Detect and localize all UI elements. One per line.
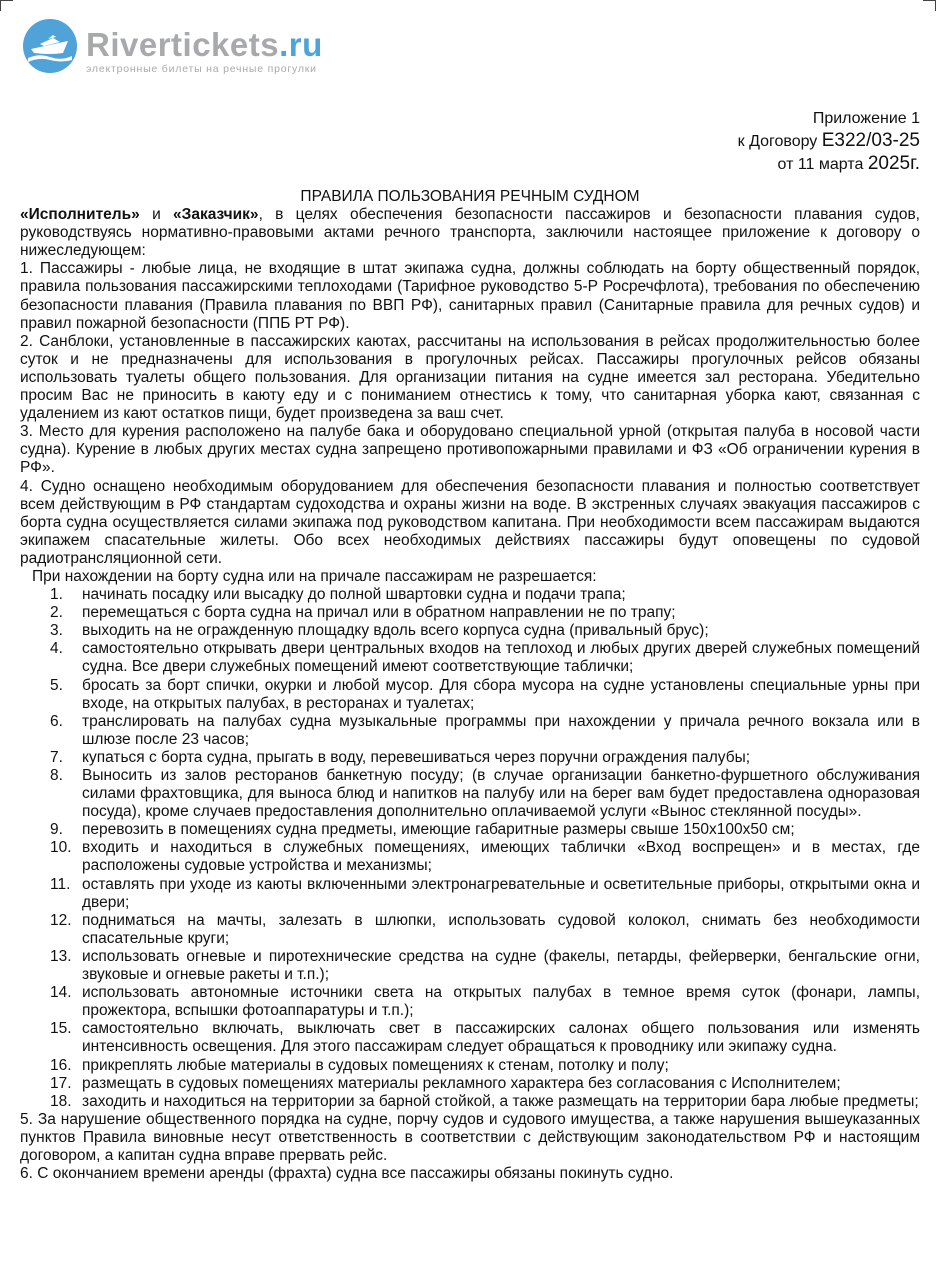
- date-line: от 11 марта 2025г.: [777, 153, 920, 174]
- list-item: [20, 640, 920, 676]
- contract-number: Е322/03-25: [821, 130, 920, 151]
- appendix-line: Приложение 1: [812, 110, 920, 127]
- list-item-number: 13.: [50, 947, 72, 965]
- list-item: [20, 604, 920, 622]
- list-item: [20, 749, 920, 767]
- prohibited-intro: При нахождении на борту судна или на причале пассажирам не разрешается:: [32, 567, 597, 585]
- list-item-text: прикреплять любые материалы в судовых помещениях к стенам, потолку и полу;: [82, 1056, 669, 1074]
- list-item-text: транслировать на палубах судна музыкальные программы при нахождении у причала речного вокзала или в шлюзе после 23 часов;: [82, 712, 920, 748]
- list-item-text: самостоятельно открывать двери центральных входов на теплоход и любых других дверей служебных помещений судна. Все двери служебных помещений имеют соответствующие таблички;: [82, 640, 920, 676]
- list-item: [20, 1057, 920, 1075]
- list-item-number: 11.: [50, 875, 71, 893]
- list-item-text: использовать автономные источники света на открытых палубах в темное время суток (фонари, лампы, прожектора, вспышки фотоаппаратуры и т.п.);: [82, 984, 920, 1020]
- rule-paragraph: 5. За нарушение общественного порядка на судне, порчу судов и судового имущества, а также нарушения вышеуказанных пунктов Правила виновные несут ответственность в соответствии с действующим законодательством РФ и настоящим договором, а капитан судна вправе прервать рейс.: [20, 1110, 920, 1164]
- list-item: [20, 677, 920, 713]
- list-item: [20, 821, 920, 839]
- list-item: [20, 713, 920, 749]
- contract-line: к Договору Е322/03-25: [737, 130, 920, 151]
- list-item-text: Выносить из залов ресторанов банкетную посуду; (в случае организации банкетно-фуршетного обслуживания силами фрахтовщика, для выноса блюд и напитков на палубу или на берег вам будет предоставлена одноразовая посуда), кроме случаев предоставления дополнительно оплачиваемой услуги «Вынос стеклянной посуды».: [82, 767, 920, 821]
- list-item-number: 1.: [50, 586, 63, 604]
- list-item-number: 9.: [50, 821, 63, 839]
- list-item-text: перемещаться с борта судна на причал или в обратном направлении не по трапу;: [82, 604, 676, 622]
- list-item-number: 17.: [50, 1074, 72, 1092]
- page-corner-mark-right: [923, 0, 936, 11]
- list-item-number: 2.: [50, 604, 63, 622]
- list-item-number: 3.: [50, 622, 63, 640]
- list-item: [20, 586, 920, 604]
- list-item-text: размещать в судовых помещениях материалы рекламного характера без согласования с Исполнителем;: [82, 1074, 841, 1092]
- list-item: [20, 876, 920, 912]
- contract-year: 2025г.: [867, 153, 920, 174]
- list-item-number: 8.: [50, 767, 63, 784]
- rule-paragraph: 2. Санблоки, установленные в пассажирских каютах, рассчитаны на использования в рейсах продолжительностью более суток и не предназначены для использования в прогулочных рейсах. Пассажиры прогулочных рейсов обязаны использовать туалеты общего пользования. Для организации питания на судне имеется зал ресторана. Убедительно просим Вас не приносить в каюту еду и с пониманием отнестись к тому, что санитарная уборка кают, связанная с удалением из кают остатков пищи, будет произведена за ваш счет.: [20, 332, 920, 423]
- list-item-text: заходить и находиться на территории за барной стойкой, а также размещать на территории бара любые предметы;: [82, 1092, 919, 1110]
- list-item-text: купаться с борта судна, прыгать в воду, перевешиваться через поручни ограждения палубы;: [82, 748, 751, 766]
- prohibited-list: [20, 586, 920, 1111]
- list-item-text: выходить на не огражденную площадку вдоль всего корпуса судна (привальный брус);: [82, 622, 709, 640]
- appendix-header: [738, 108, 920, 176]
- list-item-text: использовать огневые и пиротехнические средства на судне (факелы, петарды, фейерверки, бенгальские огни, звуковые и огневые ракеты и т.п.);: [82, 947, 920, 984]
- list-item-number: 12.: [50, 911, 72, 929]
- list-item: [20, 1075, 920, 1093]
- brand-tagline: электронные билеты на речные прогулки: [86, 63, 317, 75]
- list-item: [20, 948, 920, 984]
- list-item: [20, 912, 920, 948]
- list-item-number: 15.: [50, 1020, 72, 1038]
- list-item-text: начинать посадку или высадку до полной швартовки судна и подачи трапа;: [82, 586, 626, 604]
- list-item: [20, 984, 920, 1020]
- list-item-number: 7.: [50, 748, 63, 766]
- list-item: [20, 1020, 920, 1056]
- intro-paragraph: «Исполнитель» и «Заказчик», в целях обеспечения безопасности пассажиров и безопасности плавания судов, руководствуясь нормативно-правовыми актами речного транспорта, заключили настоящее приложение к договору о нижеследующем:: [20, 206, 920, 260]
- list-item-text: входить и находиться в служебных помещениях, имеющих таблички «Вход воспрещен» и в местах, где расположены судовые устройства и механизмы;: [82, 839, 920, 875]
- list-item-number: 5.: [50, 676, 63, 694]
- rule-paragraph: 1. Пассажиры - любые лица, не входящие в штат экипажа судна, должны соблюдать на борту общественный порядок, правила пользования пассажирскими теплоходами (Тарифное руководство 5-Р Росречфлота), требования по обеспечению безопасности плавания (Правила плавания по ВВП РФ), санитарных правил (Санитарные правила для речных судов) и правил пожарной безопасности (ППБ РТ РФ).: [20, 260, 920, 332]
- list-item-number: 10.: [50, 839, 72, 857]
- list-item-text: оставлять при уходе из каюты включенными электронагревательные и осветительные приборы, открытыми окна и двери;: [82, 875, 920, 911]
- list-item: [20, 1093, 920, 1111]
- rule-paragraph: 4. Судно оснащено необходимым оборудованием для обеспечения безопасности плавания и полностью соответствует всем действующим в РФ стандартам судоходства и охраны жизни на воде. В экстренных случаях эвакуация пассажиров с борта судна осуществляется силами экипажа под руководством капитана. При необходимости всем пассажирам выдаются экипажем спасательные жилеты. Обо всех необходимых действиях пассажиры будут оповещены по судовой радиотрансляционной сети.: [20, 477, 920, 567]
- list-item: [20, 839, 920, 875]
- list-item: [20, 767, 920, 821]
- list-item: [20, 622, 920, 640]
- list-item-number: 18.: [50, 1092, 72, 1110]
- ship-icon: [22, 18, 78, 74]
- list-item-number: 4.: [50, 640, 63, 658]
- list-item-number: 16.: [50, 1056, 72, 1074]
- list-item-text: бросать за борт спички, окурки и любой мусор. Для сбора мусора на судне установлены специальные урны при входе, на открытых палубах, в ресторанах и туалетах;: [82, 676, 920, 712]
- brand-name: Rivertickets.ru: [86, 26, 323, 63]
- document-title: ПРАВИЛА ПОЛЬЗОВАНИЯ РЕЧНЫМ СУДНОМ: [300, 188, 640, 205]
- document-body: [20, 188, 920, 1183]
- list-item-text: самостоятельно включать, выключать свет в пассажирских салонах общего пользования или изменять интенсивность освещения. Для этого пассажирам следует обращаться к проводнику или экипажу судна.: [82, 1020, 920, 1056]
- list-item-text: подниматься на мачты, залезать в шлюпки, использовать судовой колокол, снимать без необходимости спасательные круги;: [82, 911, 920, 947]
- rule-paragraph: 3. Место для курения расположено на палубе бака и оборудовано специальной урной (открытая палуба в носовой части судна). Курение в любых других местах судна запрещено противопожарными правилами и ФЗ «Об ограничении курения в РФ».: [20, 423, 920, 477]
- logo: [22, 18, 323, 75]
- list-item-text: перевозить в помещениях судна предметы, имеющие габаритные размеры свыше 150х100х50 см;: [82, 821, 795, 839]
- list-item-number: 6.: [50, 712, 63, 730]
- list-item-number: 14.: [50, 984, 72, 1002]
- rule-paragraph: 6. С окончанием времени аренды (фрахта) судна все пассажиры обязаны покинуть судно.: [20, 1165, 674, 1183]
- page-corner-mark-left: [0, 0, 13, 11]
